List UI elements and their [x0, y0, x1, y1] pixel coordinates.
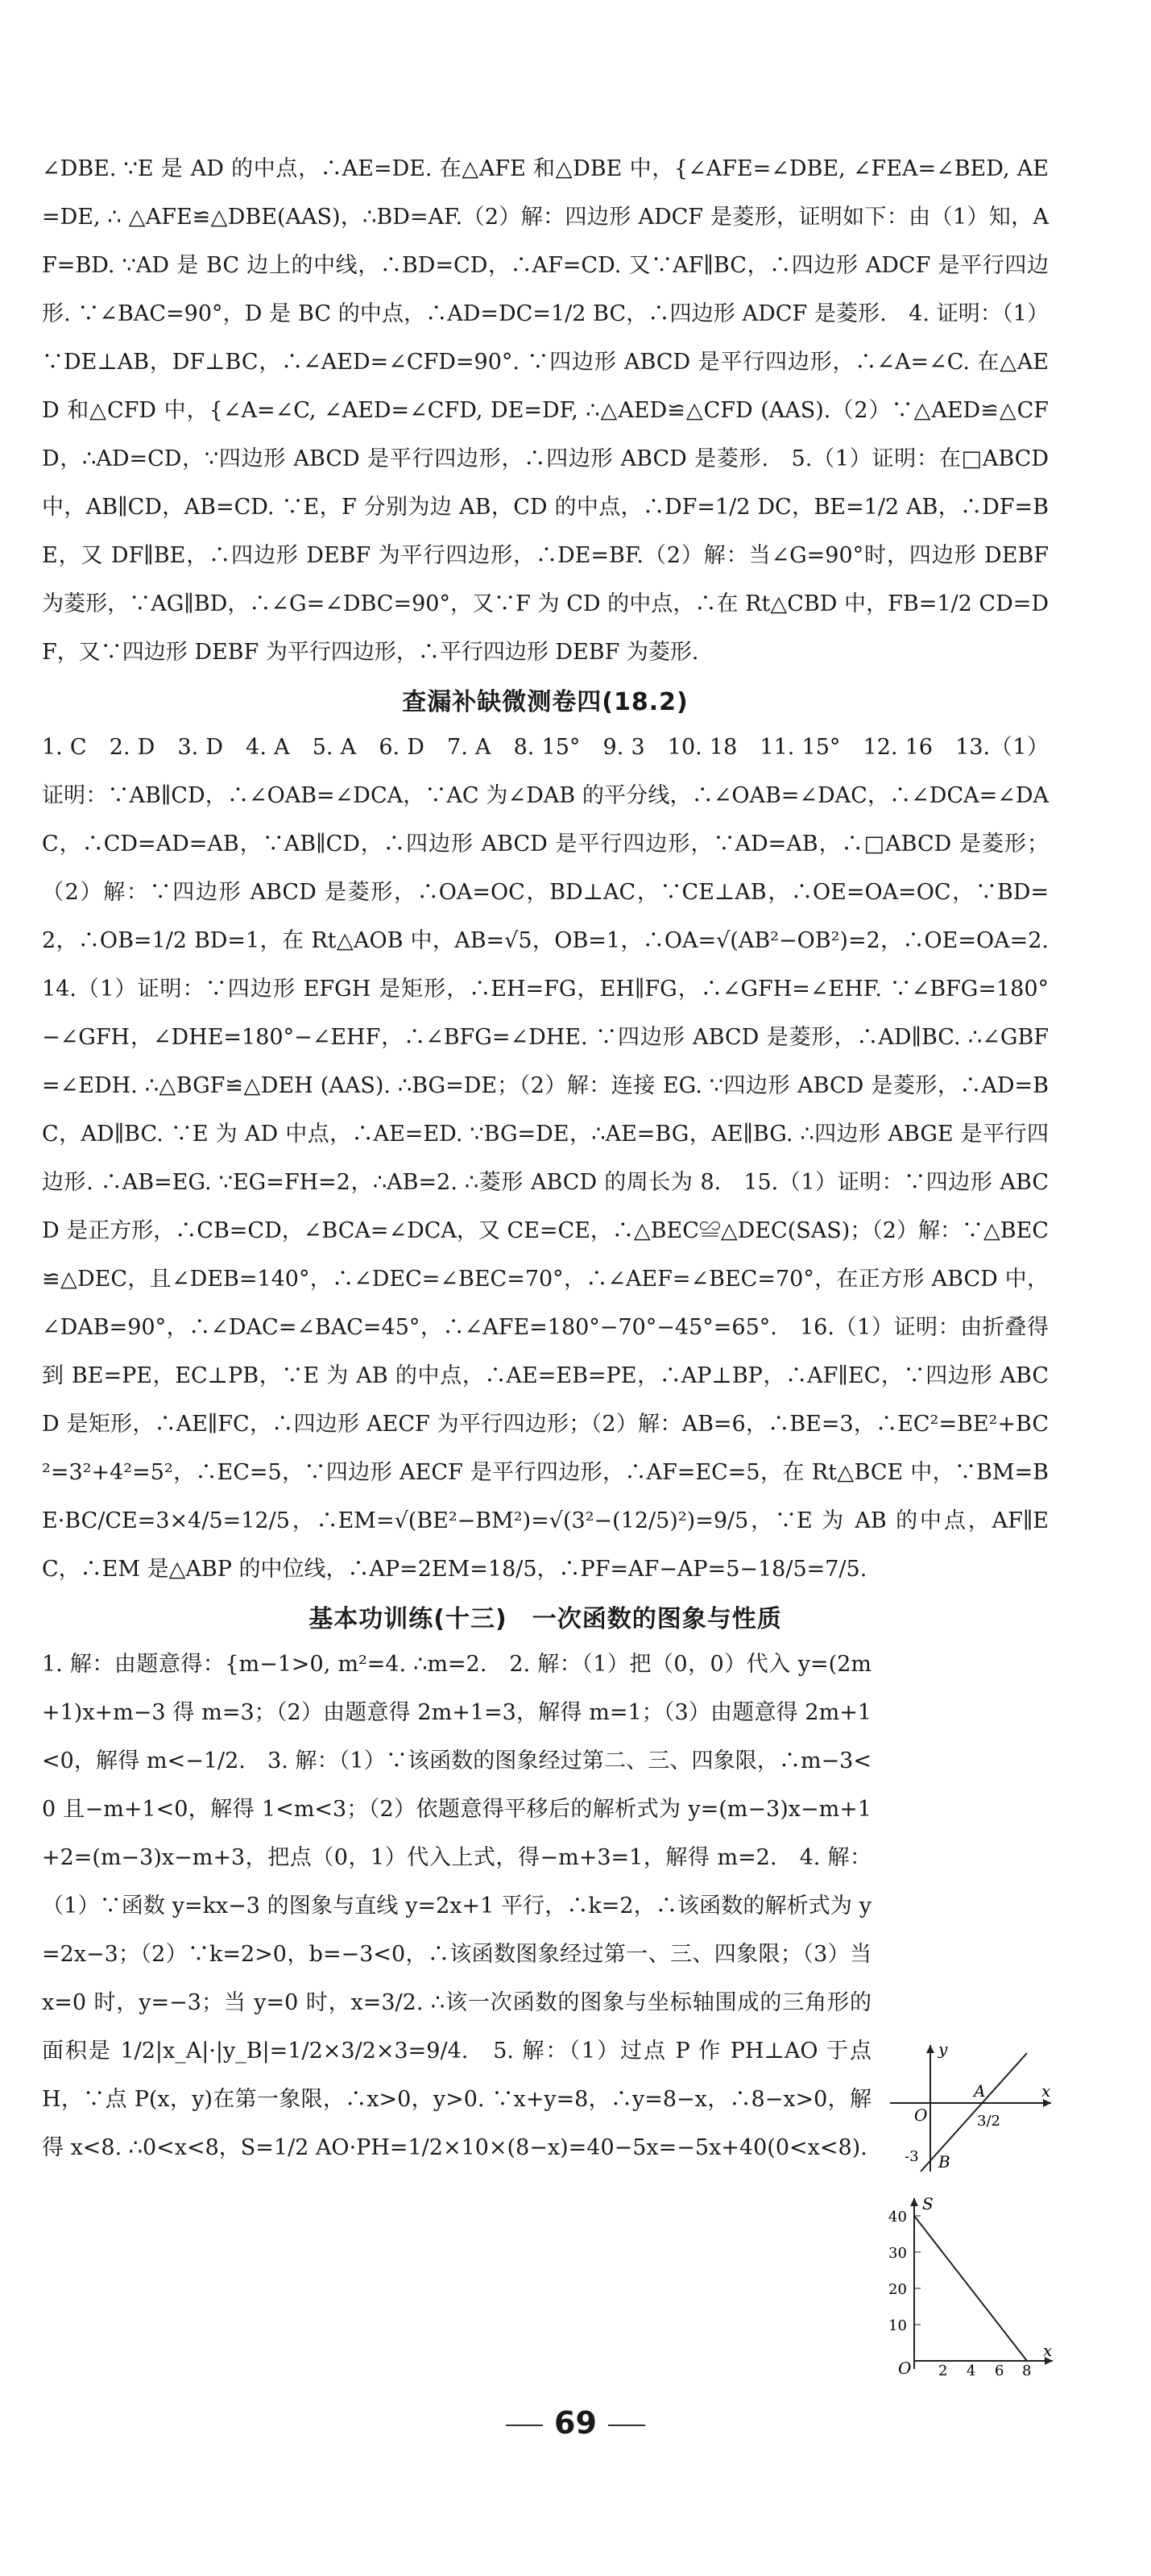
- paragraph-2: 1. C 2. D 3. D 4. A 5. A 6. D 7. A 8. 15° 9. 3 10. 18 11. 15° 12. 16 13.（1）证明：∵AB∥CD，∴∠OAB=∠DCA，∵AC 为∠DAB 的平分线，∴∠OAB=∠DAC，∴∠DCA=∠DAC，∴CD=AD=AB，∵AB∥CD，∴四边形 ABCD 是平行四边形，∵AD=AB，∴□ABCD 是菱形；（2）解：∵四边形 ABCD 是菱形，∴OA=OC，BD⊥AC，∵CE⊥AB，∴OE=OA=OC，∵BD=2，∴OB=1/2 BD=1，在 Rt△AOB 中，AB=√5，OB=1，∴OA=√(AB²−OB²)=2，∴OE=OA=2. 14.（1）证明：∵四边形 EFGH 是矩形，∴EH=FG，EH∥FG，∴∠GFH=∠EHF. ∵∠BFG=180°−∠GFH，∠DHE=180°−∠EHF，∴∠BFG=∠DHE. ∵四边形 ABCD 是菱形，∴AD∥BC. ∴∠GBF=∠EDH. ∴△BGF≌△DEH (AAS). ∴BG=DE；（2）解：连接 EG. ∵四边形 ABCD 是菱形，∴AD=BC，AD∥BC. ∵E 为 AD 中点，∴AE=ED. ∵BG=DE，∴AE=BG，AE∥BG. ∴四边形 ABGE 是平行四边形. ∴AB=EG. ∵EG=FH=2，∴AB=2. ∴菱形 ABCD 的周长为 8. 15.（1）证明：∵四边形 ABCD 是正方形，∴CB=CD，∠BCA=∠DCA，又 CE=CE，∴△BEC≌△DEC(SAS)；（2）解：∵△BEC≌△DEC，且∠DEB=140°，∴∠DEC=∠BEC=70°，∴∠AEF=∠BEC=70°，在正方形 ABCD 中，∠DAB=90°，∴∠DAC=∠BAC=45°，∴∠AFE=180°−70°−45°=65°. 16.（1）证明：由折叠得到 BE=PE，EC⊥PB，∵E 为 AB 的中点，∴AE=EB=PE，∴AP⊥BP，∴AF∥EC，∵四边形 ABCD 是矩形，∴AE∥FC，∴四边形 AECF 为平行四边形；（2）解：AB=6，∴BE=3，∴EC²=BE²+BC²=3²+4²=5²，∴EC=5，∵四边形 AECF 是平行四边形，∴AF=EC=5，在 Rt△BCE 中，∵BM=BE·BC/CE=3×4/5=12/5，∴EM=√(BE²−BM²)=√(3²−(12/5)²)=9/5，∵E 为 AB 的中点，AF∥EC，∴EM 是△ABP 的中位线，∴AP=2EM=18/5，∴PF=AF−AP=5−18/5=7/5.: [42, 735, 1070, 1582]
- section-heading-1: 查漏补缺微测卷四(18.2): [402, 688, 689, 716]
- figure2-tick-20: 20: [888, 2281, 907, 2298]
- page-number-value: 69: [554, 2405, 597, 2441]
- figure1-label-O: O: [914, 2105, 928, 2125]
- answer-content: [42, 145, 1070, 2172]
- paragraph-3: 1. 解：由题意得：{m−1>0, m²=4. ∴m=2. 2. 解：（1）把（0，0）代入 y=(2m+1)x+m−3 得 m=3；（2）由题意得 2m+1=3，解得 m=1；（3）由题意得 2m+1<0，解得 m<−1/2. 3. 解：（1）∵该函数的图象经过第二、三、四象限，∴m−3<0 且−m+1<0，解得 1<m<3；（2）依题意得平移后的解析式为 y=(m−3)x−m+1+2=(m−3)x−m+3，把点（0，1）代入上式，得−m+3=1，解得 m=2. 4. 解：（1）∵函数 y=kx−3 的图象与直线 y=2x+1 平行，∴k=2，∴该函数的解析式为 y=2x−3；（2）∵k=2>0，b=−3<0，∴该函数图象经过第一、三、四象限；（3）当 x=0 时，y=−3；当 y=0 时，x=3/2. ∴该一次函数的图象与坐标轴围成的三角形的面积是 1/2|x_A|·|y_B|=1/2×3/2×3=9/4. 5. 解：（1）过点 P 作 PH⊥AO 于点 H，∵点 P(x，y)在第一象限，∴x>0，y>0. ∵x+y=8，∴y=8−x，∴8−x>0，解得 x<8. ∴0<x<8，S=1/2 AO·PH=1/2×10×(8−x)=40−5x=−5x+40(0<x<8).: [42, 1652, 872, 2160]
- paragraph-1: ∠DBE. ∵E 是 AD 的中点，∴AE=DE. 在△AFE 和△DBE 中，{∠AFE=∠DBE, ∠FEA=∠BED, AE=DE, ∴ △AFE≌△DBE(AAS)，∴BD=AF.（2）解：四边形 ADCF 是菱形，证明如下：由（1）知，AF=BD. ∵AD 是 BC 边上的中线，∴BD=CD，∴AF=CD. 又∵AF∥BC，∴四边形 ADCF 是平行四边形. ∵∠BAC=90°，D 是 BC 的中点，∴AD=DC=1/2 BC，∴四边形 ADCF 是菱形. 4. 证明：（1）∵DE⊥AB，DF⊥BC，∴∠AED=∠CFD=90°. ∵四边形 ABCD 是平行四边形，∴∠A=∠C. 在△AED 和△CFD 中，{∠A=∠C, ∠AED=∠CFD, DE=DF, ∴△AED≌△CFD (AAS).（2）∵△AED≌△CFD，∴AD=CD，∵四边形 ABCD 是平行四边形，∴四边形 ABCD 是菱形. 5.（1）证明：在□ABCD 中，AB∥CD，AB=CD. ∵E，F 分别为边 AB，CD 的中点，∴DF=1/2 DC，BE=1/2 AB，∴DF=BE，又 DF∥BE，∴四边形 DEBF 为平行四边形，∴DE=BF.（2）解：当∠G=90°时，四边形 DEBF 为菱形，∵AG∥BD，∴∠G=∠DBC=90°，又∵F 为 CD 的中点，∴在 Rt△CBD 中，FB=1/2 CD=DF，又∵四边形 DEBF 为平行四边形，∴平行四边形 DEBF 为菱形.: [42, 156, 1049, 665]
- figure2-label-S: S: [922, 2194, 934, 2213]
- figure2-label-x: x: [1043, 2341, 1053, 2360]
- figure2-tick-8: 8: [1022, 2362, 1032, 2377]
- figure1-label-x: x: [1041, 2081, 1051, 2101]
- figure1-label-minus-three: -3: [905, 2148, 919, 2165]
- figure1-label-three-halves: 3/2: [977, 2113, 1000, 2130]
- figure1-label-y: y: [938, 2039, 948, 2059]
- figure2-tick-6: 6: [995, 2362, 1004, 2377]
- figure2-tick-4: 4: [967, 2362, 976, 2377]
- page-number: [0, 2405, 1151, 2441]
- figure-area-function-graph: [882, 2192, 1059, 2377]
- figure2-line: [914, 2216, 1027, 2361]
- figure2-tick-40: 40: [888, 2209, 907, 2225]
- figure-linear-function-graph: [882, 2039, 1059, 2176]
- figure1-label-B: B: [938, 2152, 950, 2172]
- figure1-label-A: A: [974, 2081, 986, 2101]
- figure2-tick-30: 30: [888, 2245, 907, 2262]
- figure2-tick-10: 10: [888, 2317, 907, 2334]
- figure1-line: [921, 2053, 1027, 2172]
- section-heading-2: 基本功训练(十三) 一次函数的图象与性质: [308, 1605, 782, 1633]
- figure2-label-O: O: [898, 2358, 912, 2377]
- figure2-tick-2: 2: [938, 2362, 948, 2377]
